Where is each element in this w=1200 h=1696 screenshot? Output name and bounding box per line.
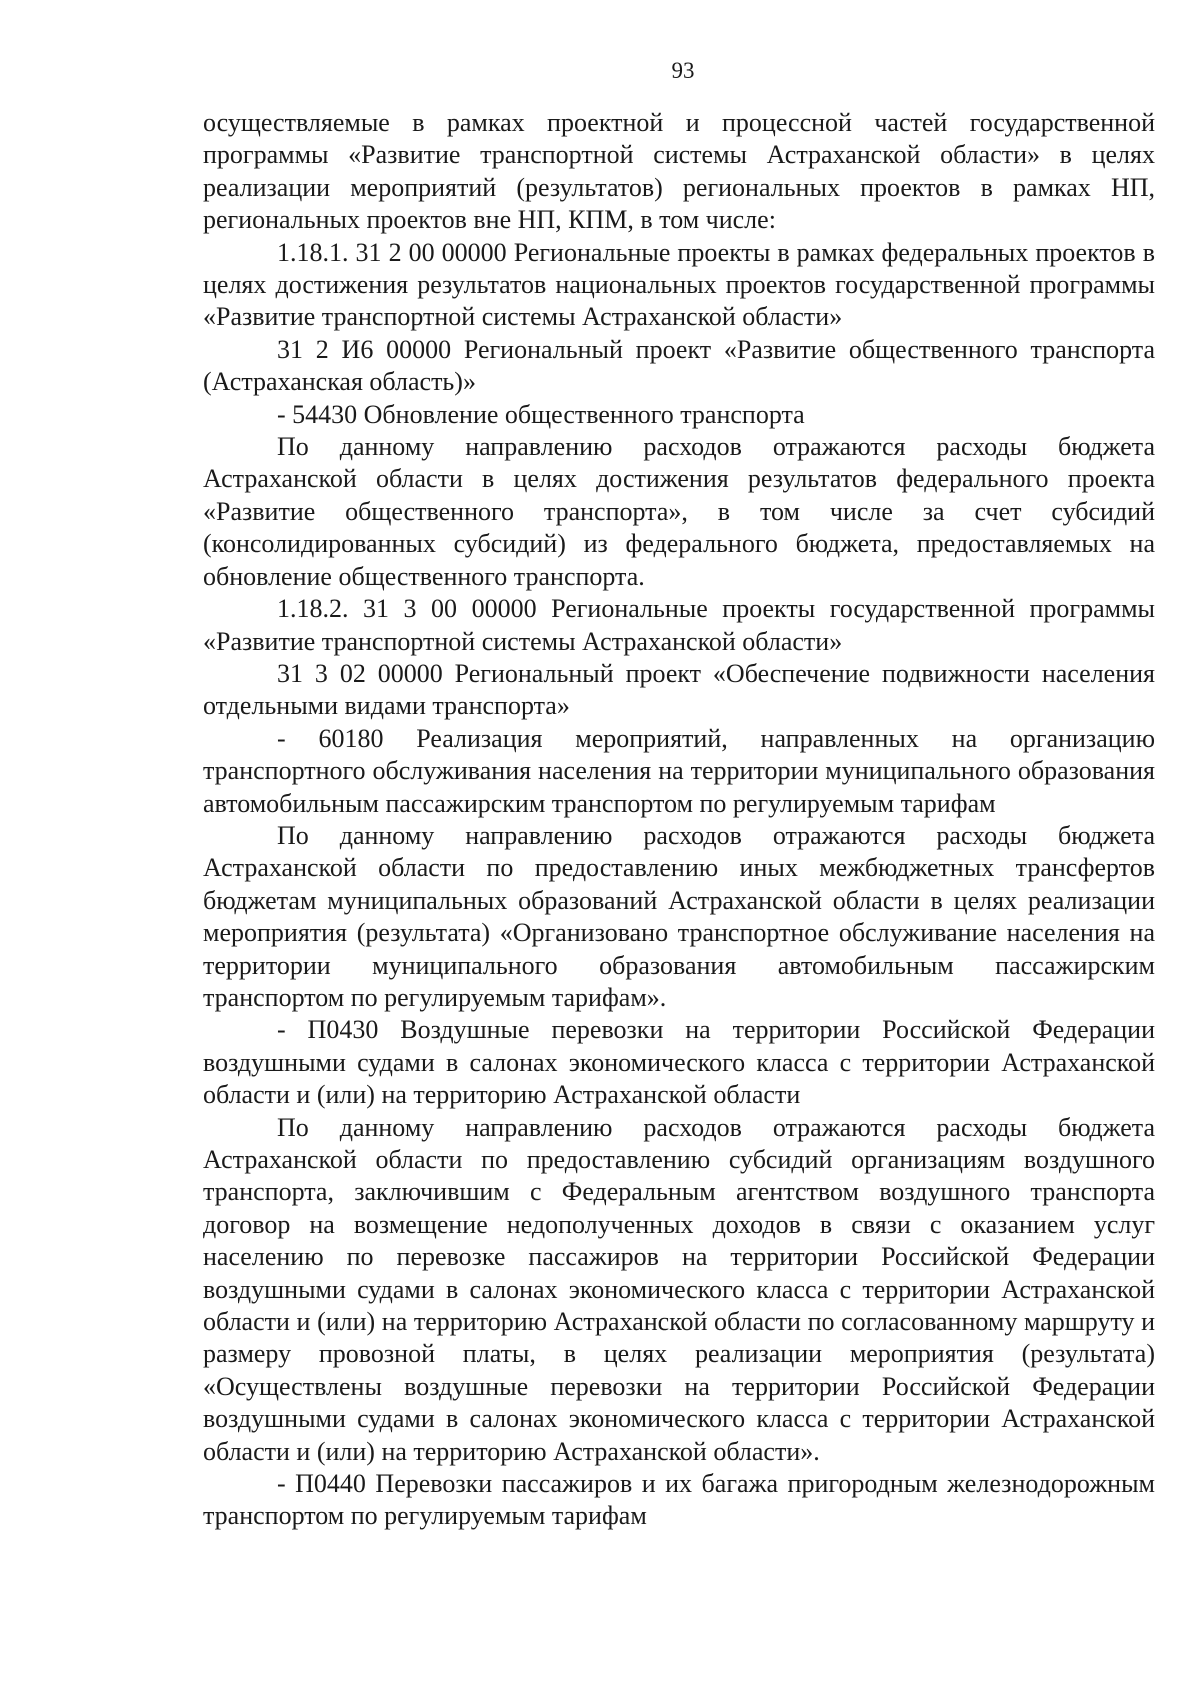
paragraph: 31 2 И6 00000 Региональный проект «Развитие общественного транспорта (Астраханская область)» [203,334,1155,397]
paragraph: - П0430 Воздушные перевозки на территории Российской Федерации воздушными судами в салонах экономического класса с территории Астраханской области и (или) на территорию Астраханской области [203,1015,1155,1110]
paragraph: осуществляемые в рамках проектной и процессной частей государственной программы «Развитие транспортной системы Астраханской области» в целях реализации мероприятий (результатов) региональных проектов в рамках НП, региональных проектов вне НП, КПМ, в том числе: [203,108,1155,235]
paragraph: 1.18.1. 31 2 00 00000 Региональные проекты в рамках федеральных проектов в целях достижения результатов национальных проектов государственной программы «Развитие транспортной системы Астраханской области» [203,237,1155,332]
paragraph: 31 3 02 00000 Региональный проект «Обеспечение подвижности населения отдельными видами транспорта» [203,658,1155,721]
paragraph: По данному направлению расходов отражаются расходы бюджета Астраханской области в целях достижения результатов федерального проекта «Развитие общественного транспорта», в том числе за счет субсидий (консолидированных субсидий) из федерального бюджета, предоставляемых на обновление общественного транспорта. [203,432,1155,591]
paragraph: 1.18.2. 31 3 00 00000 Региональные проекты государственной программы «Развитие транспортной системы Астраханской области» [203,594,1155,656]
paragraph: - П0440 Перевозки пассажиров и их багажа пригородным железнодорожным транспортом по регулируемым тарифам [203,1469,1155,1531]
paragraph: По данному направлению расходов отражаются расходы бюджета Астраханской области по предоставлению субсидий организациям воздушного транспорта, заключившим с Федеральным агентством воздушного транспорта договор на возмещение недополученных доходов в связи с оказанием услуг населению по перевозке пассажиров на территории Российской Федерации воздушными судами в салонах экономического класса с территории Астраханской области и (или) на территорию Астраханской области по согласованному маршруту и размеру провозной платы, в целях реализации мероприятия (результата) «Осуществлены воздушные перевозки на территории Российской Федерации воздушными судами в салонах экономического класса с территории Астраханской области и (или) на территорию Астраханской области». [203,1112,1155,1466]
page-number: 93 [671,58,695,83]
document-page [203,56,1155,1533]
paragraph: - 60180 Реализация мероприятий, направленных на организацию транспортного обслуживания населения на территории муниципального образования автомобильным пассажирским транспортом по регулируемым тарифам [203,723,1155,818]
paragraph: - 54430 Обновление общественного транспорта [277,399,805,429]
paragraph: По данному направлению расходов отражаются расходы бюджета Астраханской области по предоставлению иных межбюджетных трансфертов бюджетам муниципальных образований Астраханской области в целях реализации мероприятия (результата) «Организовано транспортное обслуживание населения на территории муниципального образования автомобильным пассажирским транспортом по регулируемым тарифам». [203,820,1155,1012]
